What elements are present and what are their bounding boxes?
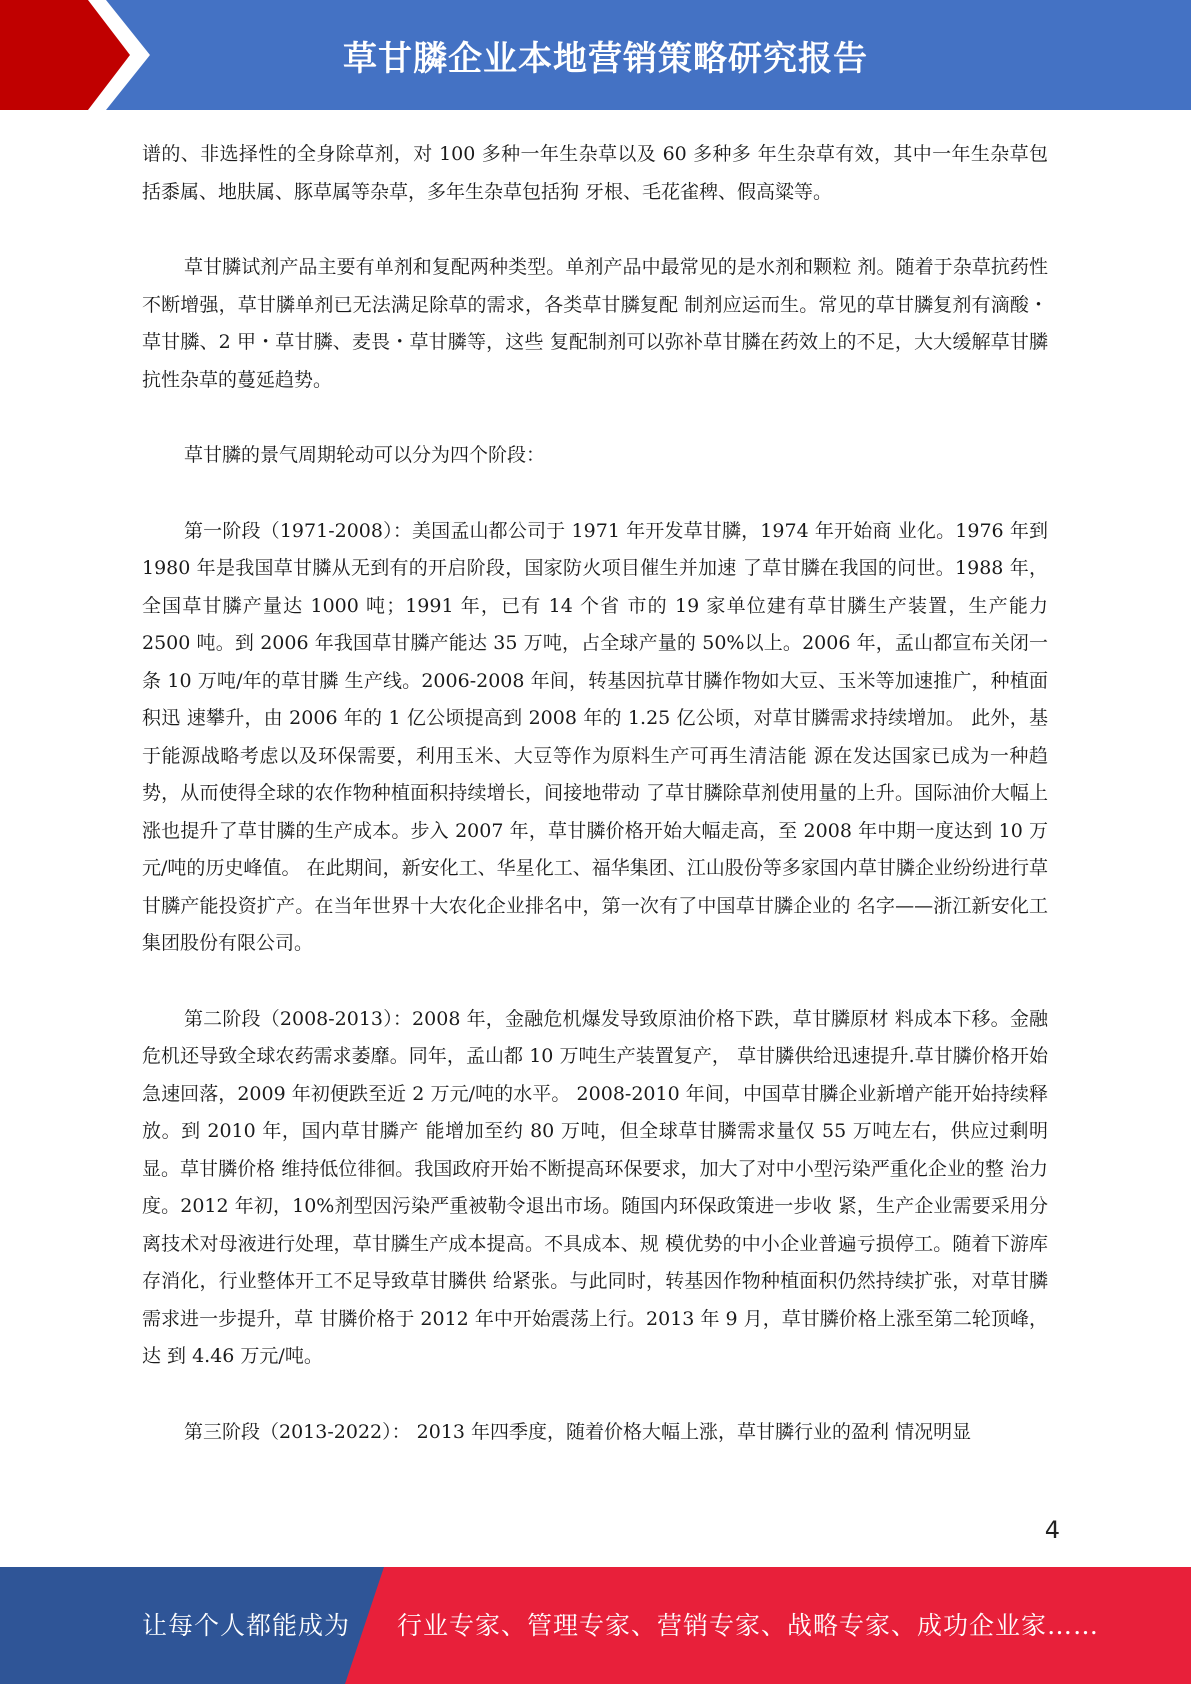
paragraph-product-types: 草甘膦试剂产品主要有单剂和复配两种类型。单剂产品中最常见的是水剂和颗粒 剂。随着于杂草抗药性不断增强，草甘膦单剂已无法满足除草的需求，各类草甘膦复配 制剂应运而生。常见的草甘膦复剂有滴酸・草甘膦、2 甲・草甘膦、麦畏・草甘膦等，这些 复配制剂可以弥补草甘膦在药效上的不足，大大缓解草甘膦抗性杂草的蔓延趋势。 bbox=[142, 256, 1048, 391]
page-number: 4 bbox=[1044, 1516, 1060, 1544]
paragraph-cycle-intro: 草甘膦的景气周期轮动可以分为四个阶段： bbox=[184, 444, 546, 466]
document-title: 草甘膦企业本地营销策略研究报告 bbox=[343, 38, 868, 79]
document-body bbox=[142, 136, 1048, 1489]
page-header bbox=[0, 0, 1191, 110]
paragraph-herbicide-spectrum: 谱的、非选择性的全身除草剂，对 100 多种一年生杂草以及 60 多种多 年生杂草有效，其中一年生杂草包括黍属、地肤属、豚草属等杂草，多年生杂草包括狗 牙根、毛花雀稗、假高粱等。 bbox=[142, 143, 1048, 203]
paragraph-stage-two: 第二阶段（2008-2013）：2008 年，金融危机爆发导致原油价格下跌，草甘膦原材 料成本下移。金融危机还导致全球农药需求萎靡。同年，孟山都 10 万吨生产装置复产， 草甘膦供给迅速提升.草甘膦价格开始急速回落，2009 年初便跌至近 2 万元/吨的水平。 2008-2010 年间，中国草甘膦企业新增产能开始持续释放。到 2010 年，国内草甘膦产 能增加至约 80 万吨，但全球草甘膦需求量仅 55 万吨左右，供应过剩明显。草甘膦价格 维持低位徘徊。我国政府开始不断提高环保要求，加大了对中小型污染严重化企业的整 治力度。2012 年初，10%剂型因污染严重被勒令退出市场。随国内环保政策进一步收 紧，生产企业需要采用分离技术对母液进行处理，草甘膦生产成本提高。不具成本、规 模优势的中小企业普遍亏损停工。随着下游库存消化，行业整体开工不足导致草甘膦供 给紧张。与此同时，转基因作物种植面积仍然持续扩张，对草甘膦需求进一步提升，草 甘膦价格于 2012 年中开始震荡上行。2013 年 9 月，草甘膦价格上涨至第二轮顶峰，达 到 4.46 万元/吨。 bbox=[142, 1007, 1048, 1367]
footer-slogan-left: 让每个人都能成为 bbox=[142, 1611, 351, 1640]
footer-slogan-right: 行业专家、管理专家、营销专家、战略专家、成功企业家…… bbox=[397, 1611, 1100, 1640]
paragraph-stage-one: 第一阶段（1971-2008）：美国孟山都公司于 1971 年开发草甘膦，1974 年开始商 业化。1976 年到 1980 年是我国草甘膦从无到有的开启阶段，国家防火项目催生并加速 了草甘膦在我国的问世。1988 年，全国草甘膦产量达 1000 吨；1991 年，已有 14 个省 市的 19 家单位建有草甘膦生产装置，生产能力 2500 吨。到 2006 年我国草甘膦产能达 35 万吨，占全球产量的 50%以上。2006 年，孟山都宣布关闭一条 10 万吨/年的草甘膦 生产线。2006-2008 年间，转基因抗草甘膦作物如大豆、玉米等加速推广，种植面积迅 速攀升，由 2006 年的 1 亿公顷提高到 2008 年的 1.25 亿公顷，对草甘膦需求持续增加。 此外，基于能源战略考虑以及环保需要，利用玉米、大豆等作为原料生产可再生清洁能 源在发达国家已成为一种趋势，从而使得全球的农作物种植面积持续增长，间接地带动 了草甘膦除草剂使用量的上升。国际油价大幅上涨也提升了草甘膦的生产成本。步入 2007 年，草甘膦价格开始大幅走高，至 2008 年中期一度达到 10 万元/吨的历史峰值。 在此期间，新安化工、华星化工、福华集团、江山股份等多家国内草甘膦企业纷纷进行草甘膦产能投资扩产。在当年世界十大农化企业排名中，第一次有了中国草甘膦企业的 名字——浙江新安化工集团股份有限公司。 bbox=[142, 519, 1048, 954]
page-footer bbox=[0, 1567, 1191, 1684]
paragraph-stage-three: 第三阶段（2013-2022）： 2013 年四季度，随着价格大幅上涨，草甘膦行业的盈利 情况明显 bbox=[184, 1420, 972, 1443]
